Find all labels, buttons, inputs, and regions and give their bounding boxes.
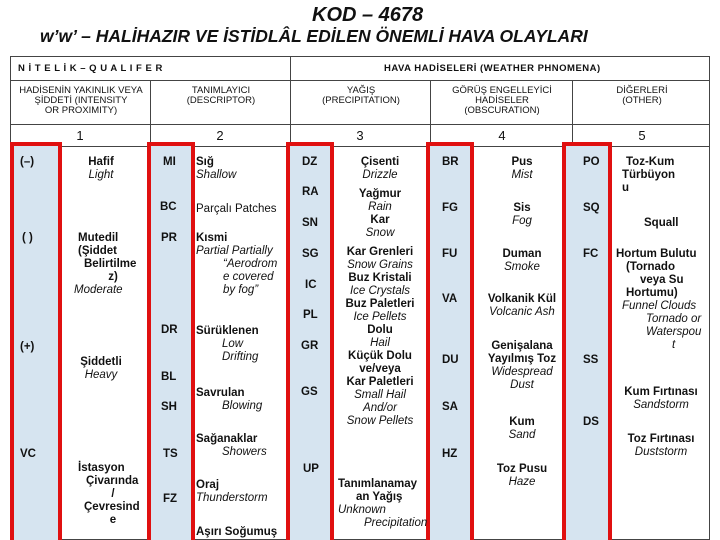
qualifier-code: ( ) xyxy=(22,232,33,244)
table-divider xyxy=(10,80,710,81)
descriptor-patches: Parçalı Patches xyxy=(196,203,277,215)
obscuration-sand: Kum Sand xyxy=(508,416,536,441)
other-funnel-clouds: Hortum Bulutu (Tornado veya Su Hortumu) Funnel Clouds Tornado or Waterspou t xyxy=(616,248,702,351)
column-number: 4 xyxy=(498,128,506,143)
qualifier-moderate: Mutedil (Şiddet Belirtilme z) Moderate xyxy=(74,232,137,296)
qualifier-header: N İ T E L İ K – Q U A L I F E R xyxy=(18,63,163,74)
descriptor-blowing: Savrulan Blowing xyxy=(196,387,263,412)
descriptor-code: PR xyxy=(161,232,177,244)
obscuration-code: FG xyxy=(442,202,458,214)
descriptor-shallow: Sığ Shallow xyxy=(196,156,237,181)
obscuration-code: HZ xyxy=(442,448,458,460)
precipitation-code: IC xyxy=(305,279,317,291)
precipitation-code: RA xyxy=(302,186,319,198)
col2-header: TANIMLAYICI (DESCRIPTOR) xyxy=(186,85,256,106)
page-title: KOD – 4678 xyxy=(312,4,424,26)
column-number: 1 xyxy=(76,128,84,143)
obscuration-code: FU xyxy=(442,248,458,260)
obscuration-code: VA xyxy=(442,293,458,305)
precipitation-code: GS xyxy=(301,386,318,398)
descriptor-code: FZ xyxy=(163,493,178,505)
obscuration-dust: Genişalana Yayılmış Toz Widespread Dust xyxy=(487,340,557,391)
col4-header: GÖRÜŞ ENGELLEYİCİ HADİSELER (OBSCURATION) xyxy=(452,85,552,116)
phenomena-header: HAVA HADİSELERİ (WEATHER PHNOMENA) xyxy=(384,63,601,74)
qualifier-code: (–) xyxy=(20,156,35,168)
other-squall: Squall xyxy=(644,217,679,229)
col3-header: YAĞIŞ (PRECIPITATION) xyxy=(322,85,400,106)
qualifier-code: (+) xyxy=(20,341,35,353)
page-subtitle: w’w’ – HALİHAZIR VE İSTİDLÂL EDİLEN ÖNEMLİ HAVA OLAYLARI xyxy=(40,26,588,46)
table-divider xyxy=(10,124,710,125)
descriptor-drifting: Sürüklenen Low Drifting xyxy=(196,325,259,363)
qualifier-vicinity: İstasyon Çivarında / Çevresind e xyxy=(78,462,140,526)
col5-header: DİĞERLERİ (OTHER) xyxy=(616,85,668,106)
descriptor-code: BC xyxy=(160,201,177,213)
descriptor-code: BL xyxy=(161,371,177,383)
other-code: FC xyxy=(583,248,599,260)
precipitation-code: SG xyxy=(302,248,319,260)
precipitation-code: GR xyxy=(301,340,319,352)
column-number: 3 xyxy=(356,128,364,143)
column-number: 5 xyxy=(638,128,646,143)
obscuration-fog: Sis Fog xyxy=(512,202,532,227)
other-dust-whirls: Toz-Kum Türbüyon u xyxy=(622,156,676,194)
other-code: SQ xyxy=(583,202,600,214)
obscuration-code: SA xyxy=(442,401,458,413)
qualifier-code: VC xyxy=(20,448,36,460)
other-duststorm: Toz Fırtınası Duststorm xyxy=(627,433,695,458)
obscuration-smoke: Duman Smoke xyxy=(502,248,542,273)
obscuration-mist: Pus Mist xyxy=(511,156,533,181)
descriptor-code: SH xyxy=(161,401,177,413)
qualifier-heavy: Şiddetli Heavy xyxy=(80,356,122,381)
column-number: 2 xyxy=(216,128,224,143)
descriptor-thunderstorm: Oraj Thunderstorm xyxy=(196,479,268,504)
obscuration-code: DU xyxy=(442,354,459,366)
precipitation-unknown: Tanımlanamay an Yağış Unknown Precipitation xyxy=(338,478,428,529)
obscuration-haze: Toz Pusu Haze xyxy=(496,463,548,488)
col1-header: HADİSENİN YAKINLIK VEYA ŞİDDETİ (INTENSITY OR PROXIMITY) xyxy=(19,85,143,116)
precipitation-code: DZ xyxy=(302,156,318,168)
precipitation-code: UP xyxy=(303,463,319,475)
obscuration-volcanic-ash: Volkanik Kül Volcanic Ash xyxy=(487,293,557,318)
descriptor-code: TS xyxy=(163,448,178,460)
precipitation-list: Çisenti Drizzle Yağmur Rain Kar Snow Kar Grenleri Snow Grains Buz Kristali Ice Crystals Buz Paletleri Ice Pellets Dolu Hail Küçük Dolu ve/veya Kar Paletleri Small Hail And/or Snow Pellets xyxy=(345,156,415,427)
other-code: DS xyxy=(583,416,599,428)
qualifier-light: Hafif Light xyxy=(88,156,114,181)
precipitation-code: SN xyxy=(302,217,318,229)
descriptor-code: DR xyxy=(161,324,178,336)
other-code: SS xyxy=(583,354,599,366)
obscuration-code: BR xyxy=(442,156,459,168)
descriptor-code: MI xyxy=(163,156,176,168)
code-highlight-box xyxy=(10,142,62,540)
other-sandstorm: Kum Fırtınası Sandstorm xyxy=(624,386,698,411)
precipitation-code: PL xyxy=(303,309,318,321)
descriptor-partial: Kısmi Partial Partially “Aerodrom e covered by fog” xyxy=(196,232,278,296)
descriptor-freezing: Aşırı Soğumuş xyxy=(196,526,278,538)
other-code: PO xyxy=(583,156,600,168)
descriptor-showers: Sağanaklar Showers xyxy=(196,433,267,458)
